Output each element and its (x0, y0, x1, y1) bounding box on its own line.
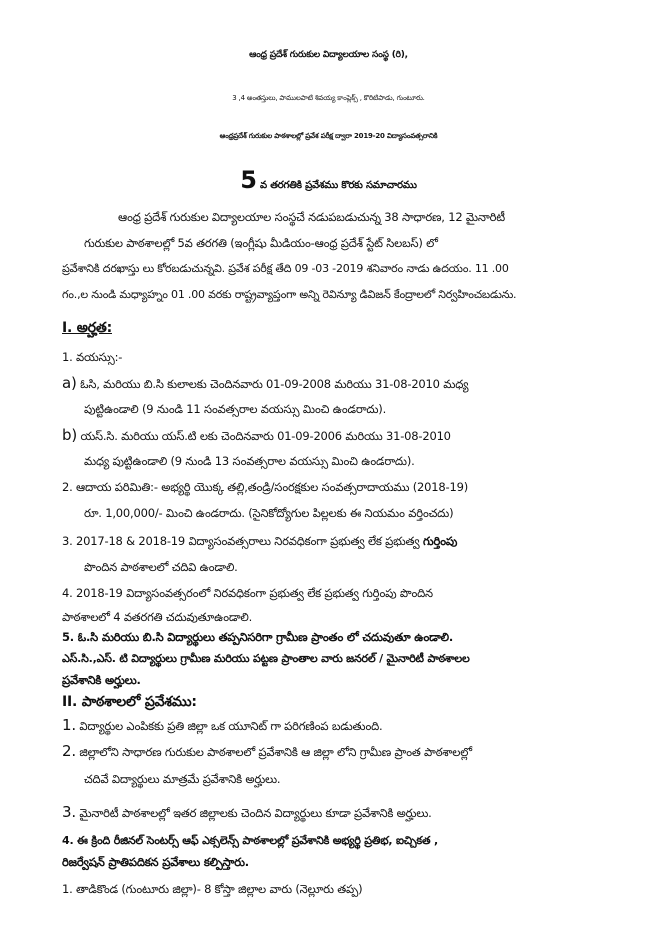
organization-address: 3 ,4 అంతస్తులు, పాములపాటి శివయ్య కాంప్లెక్స్ , కొరిటిపాడు, గుంటూరు. (232, 94, 425, 102)
item-text: జిల్లాలోని సాధారణ గురుకుల పాఠశాలలో ప్రవేశానికి ఆ జిల్లా లోని గ్రామీణ ప్రాంత పాఠశాలల్లో (79, 745, 472, 759)
admission-item: 4. ఈ క్రింది రీజినల్ సెంటర్స్ ఆఫ్ ఎక్సలెన్స్ పాఠశాలల్లో ప్రవేశానికి అభ్యర్థి ప్రతిభ, ఐచ్చికత , (62, 834, 438, 847)
age-criterion-a (62, 374, 468, 394)
item-label: a) (62, 374, 77, 392)
section-heading: II. పాఠశాలలో ప్రవేశము: (62, 694, 197, 710)
item-label: b) (62, 426, 77, 444)
intro-line: గురుకుల పాఠశాలల్లో 5వ తరగతి (ఇంగ్లీషు మీడియం-ఆంధ్ర ప్రదేశ్ స్టేట్ సిలబస్) లో (84, 236, 438, 250)
item-text: ప్రవేశానికి అర్హులు. (62, 673, 141, 687)
admission-item (62, 716, 383, 736)
organization-name: ఆంధ్ర ప్రదేశ్ గురుకుల విద్యాలయాల సంస్థ (రి), (249, 50, 408, 60)
item-number: 2. (62, 742, 76, 760)
age-title: 1. వయస్సు:- (62, 350, 123, 364)
notice-subject: ఆంధ్రప్రదేశ్ గురుకుల పాఠశాలల్లో ప్రవేశ పరీక్ష ద్వారా 2019-20 విద్యాసంవత్సరానికి (219, 132, 438, 140)
rural-requirement: 5. ఓ.సి మరియు బి.సి విద్యార్థులు తప్పనిసరిగా గ్రామీణ ప్రాంతం లో చదువుతూ ఉండాలి. (62, 630, 454, 644)
intro-line: ప్రవేశానికి దరఖాస్తు లు కోరబడుచున్నవి. ప్రవేశ పరీక్ష తేది 09 -03 -2019 శనివారం నాడు ఉదయం. 11 .00 (62, 262, 509, 275)
item-text: పుట్టిఉండాలి (9 నుండి 11 సంవత్సరాల వయస్సు మించి ఉండరాదు). (84, 402, 387, 416)
age-criterion-b (62, 426, 451, 446)
income-limit: 2. ఆదాయ పరిమితి:- అభ్యర్థి యొక్క తల్లి,తండ్రి/సంరక్షకుల సంవత్సరాదాయము (2018-19) (62, 480, 468, 494)
item-number: 3. (62, 803, 76, 821)
admission-item (62, 742, 472, 762)
item-text: ఎస్.సి.,ఎస్. టి విద్యార్థులు గ్రామీణ మరియు పట్టణ ప్రాంతాల వారు జనరల్ / మైనారిటీ పాఠశాలల (62, 652, 470, 665)
item-text: పాఠశాలలో 4 వతరగతి చదువుతూఉండాలి. (62, 610, 253, 624)
item-text: పొందిన పాఠశాలలో చదివి ఉండాలి. (84, 560, 238, 574)
item-text: 3. 2017-18 & 2018-19 విద్యాసంవత్సరాలు నిరవధికంగా ప్రభుత్వ లేక ప్రభుత్వ (62, 534, 420, 548)
item-text-bold: గుర్తింపు (422, 534, 458, 548)
item-text: ఓసి, మరియు బి.సి కులాలకు చెందినవారు 01-09-2008 మరియు 31-08-2010 మధ్య (80, 377, 469, 391)
current-class: 4. 2018-19 విద్యాసంవత్సరంలో నిరవధికంగా ప్రభుత్వ లేక ప్రభుత్వ గుర్తింపు పొందిన (62, 586, 433, 600)
notice-title (0, 166, 657, 194)
class-number: 5 (240, 166, 257, 194)
previous-schooling (62, 534, 457, 551)
admission-item (62, 803, 432, 823)
item-text: రూ. 1,00,000/- మించి ఉండరాదు. (సైనికోద్యోగుల పిల్లలకు ఈ నియమం వర్తించదు) (84, 506, 454, 520)
item-text: చదివే విద్యార్థులు మాత్రమే ప్రవేశానికి అర్హులు. (84, 772, 281, 786)
item-text: రిజర్వేషన్ ప్రాతిపదికన ప్రవేశాలు కల్పిస్తారు. (62, 855, 249, 869)
item-text: యస్.సి. మరియు యస్.టి లకు చెందినవారు 01-09-2006 మరియు 31-08-2010 (80, 429, 451, 443)
section-heading: I. అర్హత: (62, 320, 112, 336)
class-title: వ తరగతికి ప్రవేశము కొరకు సమాచారము (260, 180, 417, 191)
item-text: మధ్య పుట్టిఉండాలి (9 నుండి 13 సంవత్సరాల వయస్సు మించి ఉండరాదు). (84, 454, 415, 468)
item-text: విద్యార్థుల ఎంపికకు ప్రతి జిల్లా ఒక యూనిట్ గా పరిగణింప బడుతుంది. (79, 719, 383, 733)
item-text: మైనారిటీ పాఠశాలల్లో ఇతర జిల్లాలకు చెందిన విద్యార్థులు కూడా ప్రవేశానికి అర్హులు. (79, 806, 432, 820)
center-item: 1. తాడికొండ (గుంటూరు జిల్లా)- 8 కోస్తా జిల్లాల వారు (నెల్లూరు తప్ప) (62, 882, 363, 896)
intro-line: ఆంధ్ర ప్రదేశ్ గురుకుల విద్యాలయాల సంస్థచే నడుపబడుచున్న 38 సాధారణ, 12 మైనారిటీ (118, 210, 505, 224)
intro-line: గం.,ల నుండి మధ్యాహ్నం 01 .00 వరకు రాష్ట్రవ్యాప్తంగా అన్ని రెవిన్యూ డివిజన్ కేంద్రాలలో నిర్వహించబడును. (62, 288, 517, 301)
item-number: 1. (62, 716, 76, 734)
